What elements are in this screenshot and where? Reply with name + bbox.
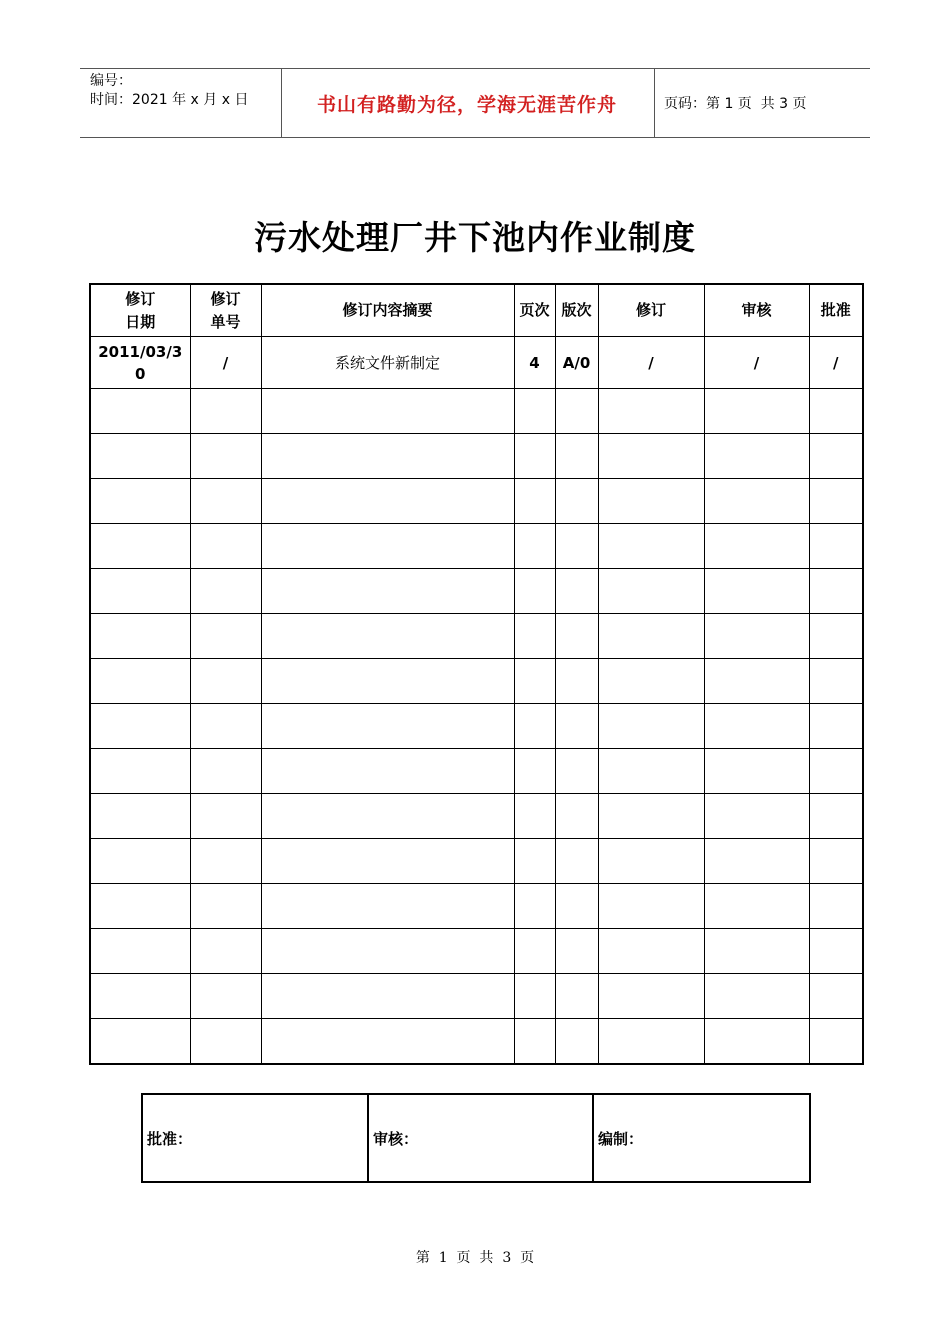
- table-row: [90, 524, 863, 569]
- table-cell[interactable]: [555, 929, 598, 974]
- table-cell[interactable]: 4: [514, 337, 555, 389]
- table-cell[interactable]: [598, 479, 704, 524]
- header-approved-by: 批准: [809, 284, 863, 337]
- table-cell[interactable]: [555, 974, 598, 1019]
- table-cell[interactable]: [555, 1019, 598, 1065]
- table-cell[interactable]: [90, 884, 190, 929]
- table-cell[interactable]: [90, 1019, 190, 1065]
- table-row: [90, 389, 863, 434]
- table-cell[interactable]: [190, 389, 261, 434]
- table-cell[interactable]: [704, 569, 809, 614]
- table-cell[interactable]: [514, 614, 555, 659]
- table-cell[interactable]: [261, 884, 514, 929]
- table-cell[interactable]: [190, 479, 261, 524]
- table-cell[interactable]: [598, 974, 704, 1019]
- table-cell[interactable]: [704, 524, 809, 569]
- table-cell[interactable]: [261, 839, 514, 884]
- table-cell[interactable]: [90, 479, 190, 524]
- table-cell[interactable]: [514, 929, 555, 974]
- table-cell[interactable]: 2011/03/3 0: [90, 337, 190, 389]
- table-cell[interactable]: [90, 974, 190, 1019]
- table-row: [90, 704, 863, 749]
- table-cell[interactable]: [514, 434, 555, 479]
- table-cell[interactable]: [90, 749, 190, 794]
- table-cell[interactable]: [809, 839, 863, 884]
- table-cell[interactable]: [809, 929, 863, 974]
- table-cell[interactable]: [598, 1019, 704, 1065]
- table-cell[interactable]: 系统文件新制定: [261, 337, 514, 389]
- table-cell[interactable]: [555, 839, 598, 884]
- table-cell[interactable]: [90, 929, 190, 974]
- table-cell[interactable]: [809, 749, 863, 794]
- table-row: [90, 929, 863, 974]
- table-cell[interactable]: [598, 884, 704, 929]
- document-number: 编号：: [90, 73, 132, 89]
- table-cell[interactable]: /: [809, 337, 863, 389]
- table-row: [90, 794, 863, 839]
- table-cell[interactable]: [598, 614, 704, 659]
- table-cell[interactable]: [704, 929, 809, 974]
- table-cell[interactable]: [809, 614, 863, 659]
- table-cell[interactable]: [90, 569, 190, 614]
- table-cell[interactable]: [809, 569, 863, 614]
- table-cell[interactable]: /: [190, 337, 261, 389]
- table-cell[interactable]: [704, 434, 809, 479]
- table-cell[interactable]: /: [704, 337, 809, 389]
- table-cell[interactable]: [90, 659, 190, 704]
- table-cell[interactable]: [261, 749, 514, 794]
- table-cell[interactable]: [514, 389, 555, 434]
- table-cell[interactable]: [261, 614, 514, 659]
- table-cell[interactable]: [261, 479, 514, 524]
- table-cell[interactable]: [190, 884, 261, 929]
- header-summary: 修订内容摘要: [261, 284, 514, 337]
- table-cell[interactable]: [704, 614, 809, 659]
- table-cell[interactable]: [555, 569, 598, 614]
- table-cell[interactable]: [598, 659, 704, 704]
- table-cell[interactable]: [809, 704, 863, 749]
- table-cell[interactable]: [809, 659, 863, 704]
- header-revision-date: 修订 日期: [90, 284, 190, 337]
- table-cell[interactable]: [514, 884, 555, 929]
- table-cell[interactable]: [809, 884, 863, 929]
- table-cell[interactable]: [190, 974, 261, 1019]
- table-cell[interactable]: [555, 524, 598, 569]
- table-cell[interactable]: [809, 479, 863, 524]
- table-cell[interactable]: [190, 1019, 261, 1065]
- table-row: [90, 974, 863, 1019]
- table-cell[interactable]: [555, 434, 598, 479]
- document-title: 污水处理厂井下池内作业制度: [254, 218, 696, 257]
- table-cell[interactable]: A/0: [555, 337, 598, 389]
- table-cell[interactable]: [190, 839, 261, 884]
- table-cell[interactable]: [704, 794, 809, 839]
- table-row: [90, 614, 863, 659]
- table-cell[interactable]: [514, 479, 555, 524]
- table-cell[interactable]: [598, 929, 704, 974]
- table-cell[interactable]: [555, 794, 598, 839]
- table-cell[interactable]: /: [598, 337, 704, 389]
- table-cell[interactable]: [598, 569, 704, 614]
- table-cell[interactable]: [598, 839, 704, 884]
- table-cell[interactable]: [514, 569, 555, 614]
- table-cell[interactable]: [555, 479, 598, 524]
- table-cell[interactable]: [809, 524, 863, 569]
- header-meta: [80, 69, 280, 137]
- table-cell[interactable]: [598, 749, 704, 794]
- table-cell[interactable]: [514, 749, 555, 794]
- table-cell[interactable]: [514, 839, 555, 884]
- table-cell[interactable]: [190, 614, 261, 659]
- table-cell[interactable]: [555, 884, 598, 929]
- table-row: [90, 749, 863, 794]
- revision-table: [89, 283, 864, 1065]
- page-footer: 第 1 页 共 3 页: [415, 1250, 535, 1266]
- header-page: 页次: [514, 284, 555, 337]
- table-cell[interactable]: [598, 434, 704, 479]
- table-cell[interactable]: [90, 704, 190, 749]
- review-cell[interactable]: 审核：: [368, 1094, 593, 1182]
- table-cell[interactable]: [514, 659, 555, 704]
- table-cell[interactable]: [261, 569, 514, 614]
- prepare-cell[interactable]: 编制：: [593, 1094, 810, 1182]
- table-row: [90, 839, 863, 884]
- revision-body: [90, 337, 863, 1065]
- table-cell[interactable]: [90, 839, 190, 884]
- table-cell[interactable]: [261, 929, 514, 974]
- table-cell[interactable]: [704, 704, 809, 749]
- table-cell[interactable]: [261, 434, 514, 479]
- header-version: 版次: [555, 284, 598, 337]
- signoff-row: [142, 1094, 810, 1182]
- header-revised-by: 修订: [598, 284, 704, 337]
- table-cell[interactable]: [809, 389, 863, 434]
- table-cell[interactable]: [704, 389, 809, 434]
- table-row: [90, 434, 863, 479]
- table-cell[interactable]: [190, 659, 261, 704]
- header-motto: 书山有路勤为径，学海无涯苦作舟: [316, 93, 617, 116]
- table-row: [90, 659, 863, 704]
- revision-header-row: [90, 284, 863, 337]
- header-divider: [654, 69, 655, 137]
- table-cell[interactable]: [261, 524, 514, 569]
- table-cell[interactable]: [514, 704, 555, 749]
- table-cell[interactable]: [261, 704, 514, 749]
- table-cell[interactable]: [704, 749, 809, 794]
- table-row: [90, 1019, 863, 1065]
- table-row: [90, 337, 863, 389]
- table-cell[interactable]: [261, 974, 514, 1019]
- table-cell[interactable]: [90, 614, 190, 659]
- table-cell[interactable]: [809, 974, 863, 1019]
- table-cell[interactable]: [261, 389, 514, 434]
- table-cell[interactable]: [261, 794, 514, 839]
- table-cell[interactable]: [598, 794, 704, 839]
- table-cell[interactable]: [704, 839, 809, 884]
- table-row: [90, 479, 863, 524]
- table-cell[interactable]: [190, 524, 261, 569]
- table-cell[interactable]: [261, 659, 514, 704]
- table-cell[interactable]: [514, 974, 555, 1019]
- table-cell[interactable]: [704, 974, 809, 1019]
- table-cell[interactable]: [190, 434, 261, 479]
- table-cell[interactable]: [598, 524, 704, 569]
- table-cell[interactable]: [261, 1019, 514, 1065]
- table-cell[interactable]: [90, 389, 190, 434]
- table-cell[interactable]: [704, 1019, 809, 1065]
- table-cell[interactable]: [190, 794, 261, 839]
- table-cell[interactable]: [704, 659, 809, 704]
- header-reviewed-by: 审核: [704, 284, 809, 337]
- header-revision-number: 修订 单号: [190, 284, 261, 337]
- table-cell[interactable]: [90, 434, 190, 479]
- table-row: [90, 569, 863, 614]
- table-cell[interactable]: [598, 389, 704, 434]
- table-cell[interactable]: [809, 794, 863, 839]
- document-time: 时间：2021 年 x 月 x 日: [90, 92, 249, 108]
- table-cell[interactable]: [555, 659, 598, 704]
- table-cell[interactable]: [704, 884, 809, 929]
- table-cell[interactable]: [90, 524, 190, 569]
- table-row: [90, 884, 863, 929]
- table-cell[interactable]: [555, 749, 598, 794]
- table-cell[interactable]: [555, 704, 598, 749]
- table-cell[interactable]: [514, 794, 555, 839]
- page-header: [80, 68, 870, 138]
- table-cell[interactable]: [514, 524, 555, 569]
- table-cell[interactable]: [555, 389, 598, 434]
- table-cell[interactable]: [598, 704, 704, 749]
- table-cell[interactable]: [704, 479, 809, 524]
- table-cell[interactable]: [190, 749, 261, 794]
- signoff-table: [141, 1093, 811, 1183]
- approve-cell[interactable]: 批准：: [142, 1094, 368, 1182]
- table-cell[interactable]: [809, 1019, 863, 1065]
- header-page-info: 页码：第 1 页 共 3 页: [664, 96, 807, 112]
- table-cell[interactable]: [190, 704, 261, 749]
- table-cell[interactable]: [90, 794, 190, 839]
- table-cell[interactable]: [514, 1019, 555, 1065]
- table-cell[interactable]: [809, 434, 863, 479]
- table-cell[interactable]: [555, 614, 598, 659]
- table-cell[interactable]: [190, 929, 261, 974]
- table-cell[interactable]: [190, 569, 261, 614]
